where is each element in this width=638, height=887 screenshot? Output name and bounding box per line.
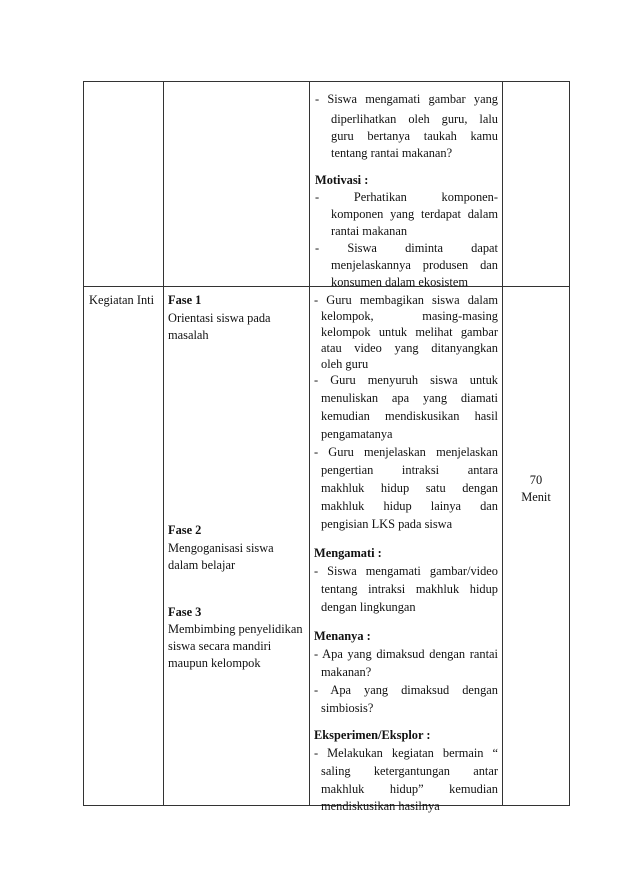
- fase3-description: Membimbing penyelidikan: [168, 622, 303, 636]
- activity-line: menuliskan apa yang diamati: [321, 391, 498, 405]
- fase3-description: maupun kelompok: [168, 656, 261, 670]
- menanya-heading: Menanya :: [314, 629, 371, 643]
- menanya-line: simbiosis?: [321, 701, 374, 715]
- activity-line: pengisian LKS pada siswa: [321, 517, 453, 531]
- eksperimen-heading: Eksperimen/Eksplor :: [314, 728, 431, 742]
- activity-line: - Guru membagikan siswa dalam: [314, 293, 498, 307]
- mengamati-heading: Mengamati :: [314, 546, 382, 560]
- fase3-title: Fase 3: [168, 605, 202, 619]
- fase1-description: Orientasi siswa pada: [168, 311, 271, 325]
- activity-line: atau video yang ditanyangkan: [321, 341, 498, 355]
- fase1-description: masalah: [168, 328, 209, 342]
- eksperimen-line: mendiskusikan hasilnya: [321, 799, 440, 813]
- motivasi-heading: Motivasi :: [315, 173, 369, 187]
- fase2-title: Fase 2: [168, 523, 202, 537]
- activity-line: pengamatanya: [321, 427, 393, 441]
- motivasi-bullet-line: - Perhatikan komponen-: [315, 190, 498, 204]
- motivasi-bullet-line: rantai makanan: [331, 224, 408, 238]
- column-divider-3: [502, 81, 503, 806]
- table-border-left: [83, 81, 84, 806]
- mengamati-line: - Siswa mengamati gambar/video: [314, 564, 498, 578]
- table-border-right: [569, 81, 570, 806]
- table-border-top: [83, 81, 570, 82]
- menanya-line: makanan?: [321, 665, 372, 679]
- activity-line: makhluk hidup lainya dan: [321, 499, 498, 513]
- menanya-line: - Apa yang dimaksud dengan: [314, 683, 498, 697]
- activity-line: kelompok, masing-masing: [321, 309, 498, 323]
- fase1-title: Fase 1: [168, 293, 202, 307]
- motivasi-bullet-line: komponen yang terdapat dalam: [331, 207, 498, 221]
- column-divider-2: [309, 81, 310, 806]
- activity-line: - Guru menjelaskan menjelaskan: [314, 445, 498, 459]
- eksperimen-line: saling ketergantungan antar: [321, 764, 498, 778]
- fase2-description: Mengoganisasi siswa: [168, 541, 274, 555]
- row1-bullet-line: - Siswa mengamati gambar yang: [315, 92, 498, 106]
- duration-value: 70: [529, 473, 543, 487]
- activity-line: kemudian mendiskusikan hasil: [321, 409, 498, 423]
- eksperimen-line: makhluk hidup” kemudian: [321, 782, 498, 796]
- eksperimen-line: - Melakukan kegiatan bermain “: [314, 746, 498, 760]
- column-divider-1: [163, 81, 164, 806]
- mengamati-line: dengan lingkungan: [321, 600, 416, 614]
- row1-bullet-line: tentang rantai makanan?: [331, 146, 453, 160]
- fase2-description: dalam belajar: [168, 558, 236, 572]
- activity-line: makhluk hidup satu dengan: [321, 481, 498, 495]
- menanya-line: - Apa yang dimaksud dengan rantai: [314, 647, 498, 661]
- row1-bullet-line: diperlihatkan oleh guru, lalu: [331, 112, 498, 126]
- activity-line: kelompok untuk melihat gambar: [321, 325, 498, 339]
- duration-unit: Menit: [521, 490, 551, 504]
- activity-line: oleh guru: [321, 357, 369, 371]
- mengamati-line: tentang intraksi makhluk hidup: [321, 582, 498, 596]
- motivasi-bullet-line: menjelaskannya produsen dan: [331, 258, 498, 272]
- motivasi-bullet-line: konsumen dalam ekosistem: [331, 275, 468, 289]
- row1-bullet-line: guru bertanya taukah kamu: [331, 129, 498, 143]
- motivasi-bullet-line: - Siswa diminta dapat: [315, 241, 498, 255]
- activity-label: Kegiatan Inti: [89, 293, 155, 307]
- fase3-description: siswa secara mandiri: [168, 639, 272, 653]
- activity-line: pengertian intraksi antara: [321, 463, 498, 477]
- activity-line: - Guru menyuruh siswa untuk: [314, 373, 498, 387]
